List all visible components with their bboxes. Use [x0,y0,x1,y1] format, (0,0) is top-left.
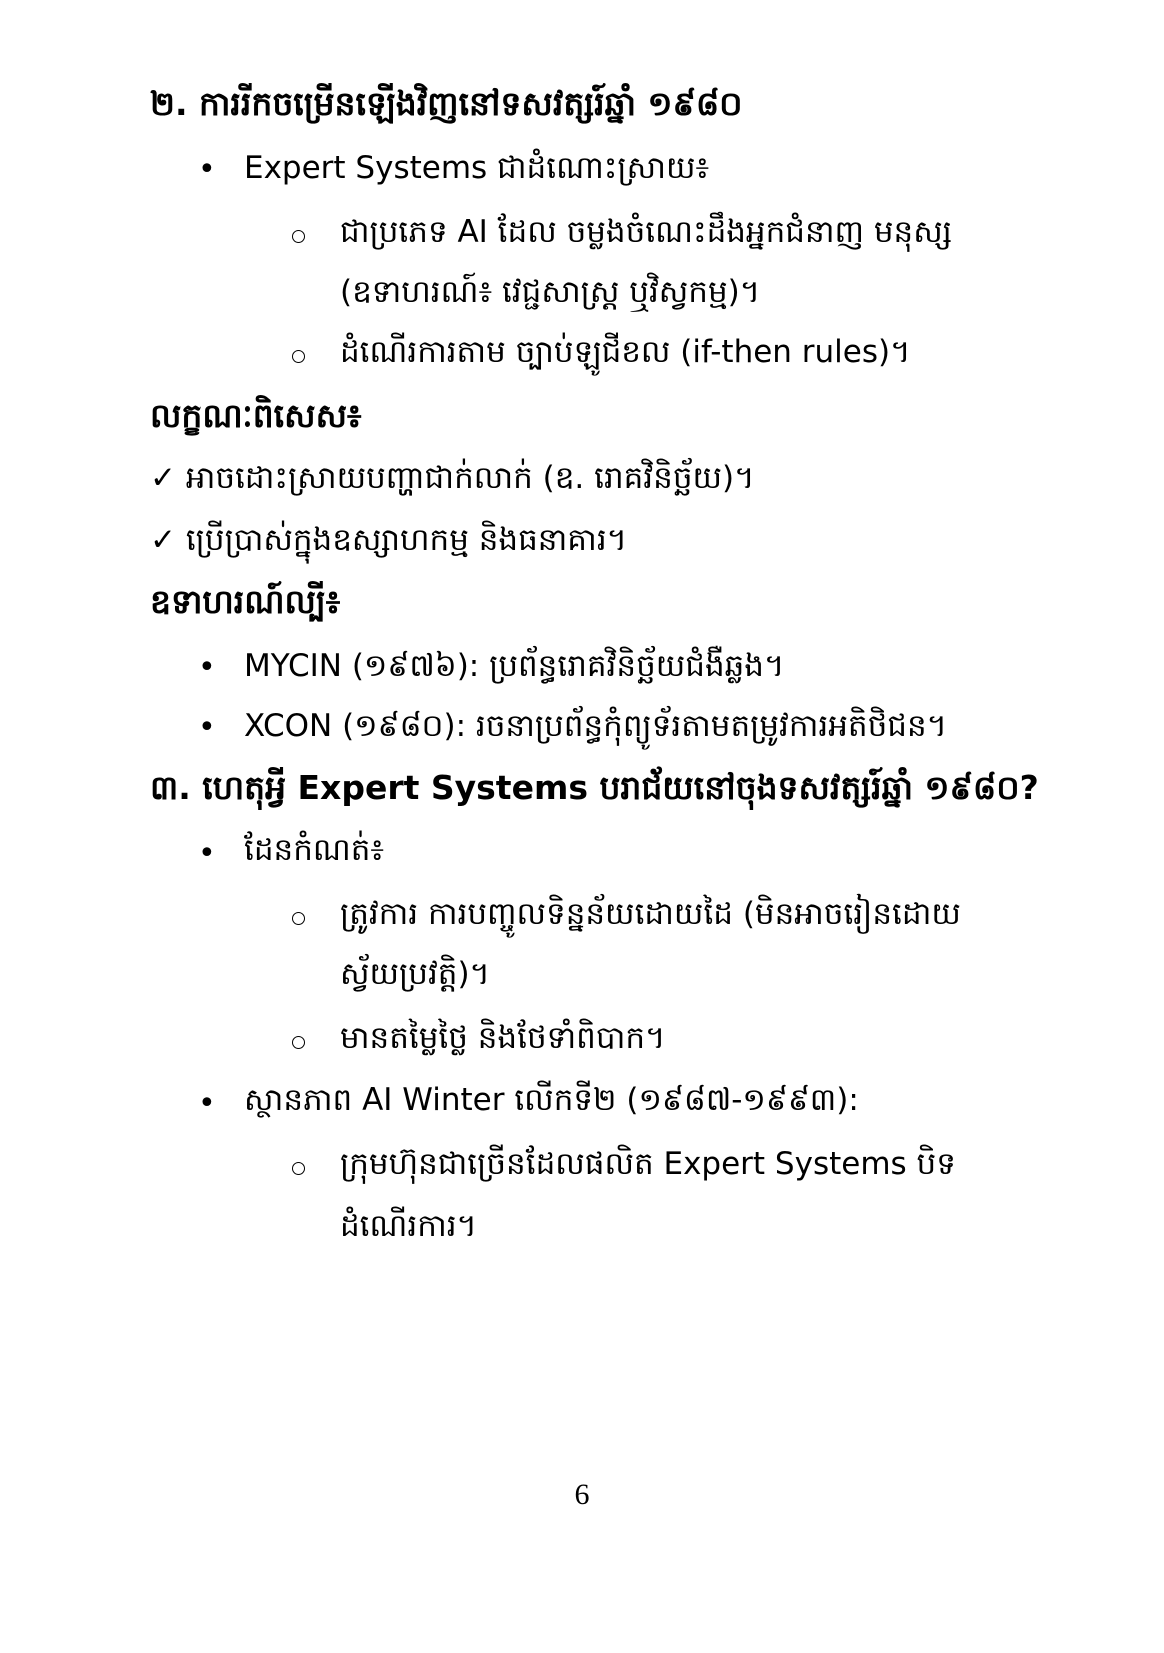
sub-item-manual-input-continued: ស្វ័យប្រវត្តិ)។ [340,956,490,992]
sub-bullet-marker [292,350,305,363]
sub-item-expensive-maintenance: មានតម្លៃថ្លៃ និងថែទាំពិបាក។ [340,1020,666,1056]
feature-item-industry-banking [150,520,627,560]
sub-item-companies-closed-continued: ដំណើរការ។ [340,1208,477,1244]
bullet-marker: • [198,836,216,871]
sub-item-ai-type-continued: (ឧទាហរណ៍៖ វេជ្ជសាស្ត្រ ឬវិស្វកម្ម)។ [340,274,761,310]
checkmark-icon: ✓ [150,460,176,496]
feature-item-text: ប្រើប្រាស់ក្នុងឧស្សាហកម្ម និងធនាគារ។ [185,522,628,558]
bullet-marker: • [198,152,216,187]
sub-item-companies-closed: ក្រុមហ៊ុនជាច្រើនដែលផលិត Expert Systems បិទ [340,1146,956,1182]
section-3-heading: ៣. ហេតុអ្វី Expert Systems បរាជ័យនៅចុងទសវត្សរ៍ឆ្នាំ ១៩៨០? [150,768,1039,807]
bullet-marker: • [198,1086,216,1121]
feature-item-specific-problems [150,458,755,498]
sub-item-ai-type: ជាប្រភេទ AI ដែល ចម្លងចំណេះដឹងអ្នកជំនាញ មនុស្ស [340,214,952,250]
sub-bullet-marker [292,912,305,925]
example-item-xcon: XCON (១៩៨០): រចនាប្រព័ន្ធកុំព្យូទ័រតាមតម្រូវការអតិថិជន។ [244,708,948,744]
examples-heading: ឧទាហរណ៍ល្បី៖ [150,582,341,621]
page-number: 6 [574,1478,590,1511]
checkmark-icon: ✓ [150,522,176,558]
bullet-limitations: ដែនកំណត់៖ [244,832,385,868]
sub-bullet-marker [292,1162,305,1175]
bullet-marker: • [198,650,216,685]
bullet-ai-winter: ស្ថានភាព AI Winter លើកទី២ (១៩៨៧-១៩៩៣): [244,1082,859,1118]
feature-item-text: អាចដោះស្រាយបញ្ហាជាក់លាក់ (ឧ. រោគវិនិច្ឆ័យ)។ [185,460,755,496]
sub-item-if-then-rules: ដំណើរការតាម ច្បាប់ឡូជីខល (if-then rules)។ [340,334,911,370]
sub-bullet-marker [292,1036,305,1049]
bullet-marker: • [198,710,216,745]
bullet-expert-systems-solution: Expert Systems ជាដំណោះស្រាយ៖ [244,150,710,186]
sub-bullet-marker [292,230,305,243]
example-item-mycin: MYCIN (១៩៧៦): ប្រព័ន្ធរោគវិនិច្ឆ័យជំងឺឆ្លង។ [244,648,785,684]
section-2-heading: ២. ការរីកចម្រើនឡើងវិញនៅទសវត្សរ៍ឆ្នាំ ១៩៨០ [150,84,743,123]
sub-item-manual-input: ត្រូវការ ការបញ្ចូលទិន្នន័យដោយដៃ (មិនអាចរៀនដោយ [340,896,961,932]
features-heading: លក្ខណៈពិសេស៖ [150,396,362,435]
